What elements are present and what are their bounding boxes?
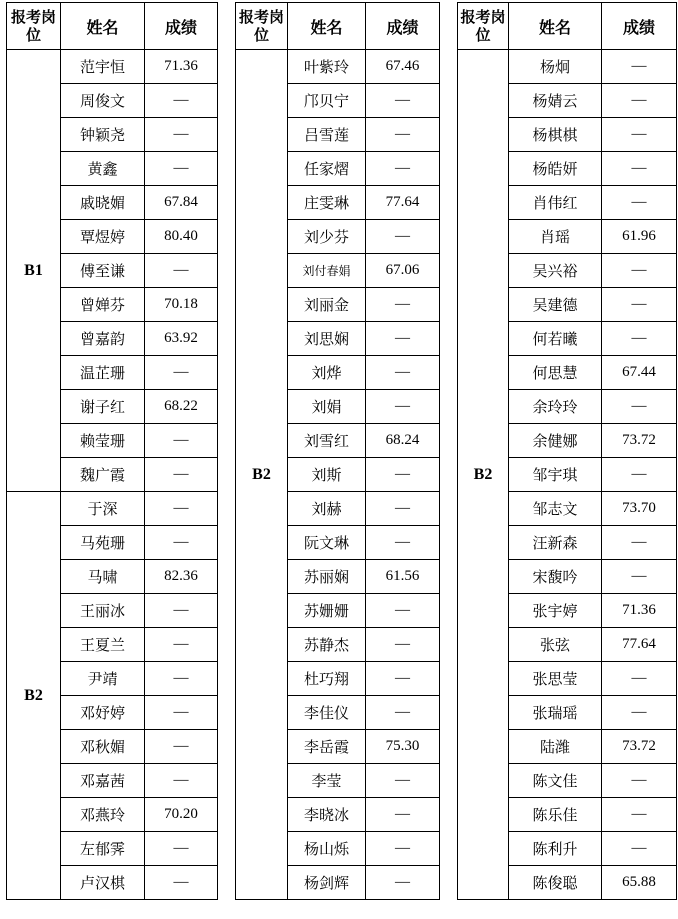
score-cell: — xyxy=(602,186,677,220)
score-table-2 xyxy=(235,2,440,900)
score-cell: — xyxy=(366,458,440,492)
header-score: 成绩 xyxy=(602,3,677,50)
score-cell: 67.46 xyxy=(366,50,440,84)
name-cell: 刘少芬 xyxy=(288,220,366,254)
score-cell: — xyxy=(366,118,440,152)
name-cell: 王丽冰 xyxy=(61,594,145,628)
name-cell: 肖瑶 xyxy=(509,220,602,254)
name-cell: 余健娜 xyxy=(509,424,602,458)
name-cell: 杨山烁 xyxy=(288,832,366,866)
score-cell: 71.36 xyxy=(145,50,218,84)
name-cell: 苏姗姗 xyxy=(288,594,366,628)
score-cell: 70.20 xyxy=(145,798,218,832)
score-cell: — xyxy=(366,594,440,628)
name-cell: 苏静杰 xyxy=(288,628,366,662)
score-cell: — xyxy=(366,390,440,424)
score-cell: — xyxy=(366,152,440,186)
name-cell: 赖莹珊 xyxy=(61,424,145,458)
score-cell: — xyxy=(602,50,677,84)
name-cell: 张宇婷 xyxy=(509,594,602,628)
score-cell: 67.44 xyxy=(602,356,677,390)
score-cell: — xyxy=(366,356,440,390)
score-cell: — xyxy=(602,390,677,424)
name-cell: 刘丽金 xyxy=(288,288,366,322)
name-cell: 宋馥吟 xyxy=(509,560,602,594)
score-cell: — xyxy=(366,492,440,526)
score-cell: — xyxy=(145,628,218,662)
name-cell: 钟颖尧 xyxy=(61,118,145,152)
score-cell: 68.22 xyxy=(145,390,218,424)
name-cell: 刘赫 xyxy=(288,492,366,526)
score-cell: 73.72 xyxy=(602,424,677,458)
name-cell: 李莹 xyxy=(288,764,366,798)
score-cell: 67.84 xyxy=(145,186,218,220)
name-cell: 邓嘉茜 xyxy=(61,764,145,798)
score-cell: — xyxy=(145,764,218,798)
score-cell: 63.92 xyxy=(145,322,218,356)
post-group-cell: B2 xyxy=(236,50,288,900)
score-cell: 75.30 xyxy=(366,730,440,764)
score-cell: — xyxy=(366,322,440,356)
header-name: 姓名 xyxy=(288,3,366,50)
name-cell: 邓燕玲 xyxy=(61,798,145,832)
name-cell: 余玲玲 xyxy=(509,390,602,424)
name-cell: 任家熠 xyxy=(288,152,366,186)
name-cell: 温芷珊 xyxy=(61,356,145,390)
name-cell: 陆潍 xyxy=(509,730,602,764)
name-cell: 魏广霞 xyxy=(61,458,145,492)
name-cell: 黄鑫 xyxy=(61,152,145,186)
score-cell: 61.96 xyxy=(602,220,677,254)
score-cell: 65.88 xyxy=(602,866,677,900)
name-cell: 陈俊聪 xyxy=(509,866,602,900)
score-cell: — xyxy=(366,220,440,254)
score-cell: — xyxy=(145,458,218,492)
score-cell: — xyxy=(366,84,440,118)
name-cell: 于深 xyxy=(61,492,145,526)
header-row xyxy=(236,3,440,50)
score-cell: — xyxy=(145,424,218,458)
table-row xyxy=(7,492,218,526)
score-cell: — xyxy=(602,560,677,594)
name-cell: 杨剑辉 xyxy=(288,866,366,900)
header-score: 成绩 xyxy=(366,3,440,50)
name-cell: 杨棋棋 xyxy=(509,118,602,152)
post-group-cell: B1 xyxy=(7,50,61,492)
score-cell: — xyxy=(366,628,440,662)
score-cell: — xyxy=(602,832,677,866)
score-cell: 73.70 xyxy=(602,492,677,526)
header-row xyxy=(458,3,677,50)
post-group-cell: B2 xyxy=(7,492,61,900)
name-cell: 吕雪莲 xyxy=(288,118,366,152)
table-row xyxy=(236,50,440,84)
score-cell: — xyxy=(602,254,677,288)
score-cell: — xyxy=(602,288,677,322)
name-cell: 杨皓妍 xyxy=(509,152,602,186)
score-cell: — xyxy=(145,696,218,730)
table-row xyxy=(458,50,677,84)
name-cell: 张思莹 xyxy=(509,662,602,696)
score-cell: — xyxy=(145,84,218,118)
score-cell: 71.36 xyxy=(602,594,677,628)
header-name: 姓名 xyxy=(61,3,145,50)
score-cell: — xyxy=(145,730,218,764)
score-cell: — xyxy=(145,866,218,900)
score-cell: — xyxy=(145,662,218,696)
score-cell: 80.40 xyxy=(145,220,218,254)
name-cell: 马苑珊 xyxy=(61,526,145,560)
score-cell: — xyxy=(366,832,440,866)
name-cell: 周俊文 xyxy=(61,84,145,118)
score-cell: — xyxy=(366,798,440,832)
name-cell: 曾婵芬 xyxy=(61,288,145,322)
name-cell: 刘斯 xyxy=(288,458,366,492)
name-cell: 左郁霁 xyxy=(61,832,145,866)
header-score: 成绩 xyxy=(145,3,218,50)
table-row xyxy=(7,50,218,84)
score-cell: — xyxy=(145,118,218,152)
name-cell: 杨炯 xyxy=(509,50,602,84)
score-cell: — xyxy=(602,696,677,730)
score-cell: — xyxy=(145,356,218,390)
name-cell: 杨婧云 xyxy=(509,84,602,118)
name-cell: 阮文琳 xyxy=(288,526,366,560)
name-cell: 汪新森 xyxy=(509,526,602,560)
score-table-3 xyxy=(457,2,677,900)
name-cell: 张弦 xyxy=(509,628,602,662)
name-cell: 刘娟 xyxy=(288,390,366,424)
score-cell: — xyxy=(602,764,677,798)
header-row xyxy=(7,3,218,50)
score-cell: — xyxy=(366,526,440,560)
score-cell: 82.36 xyxy=(145,560,218,594)
score-cell: — xyxy=(366,288,440,322)
name-cell: 杜巧翔 xyxy=(288,662,366,696)
name-cell: 陈文佳 xyxy=(509,764,602,798)
name-cell: 肖伟红 xyxy=(509,186,602,220)
name-cell: 马啸 xyxy=(61,560,145,594)
header-post: 报考岗位 xyxy=(7,3,61,50)
post-group-cell: B2 xyxy=(458,50,509,900)
score-cell: — xyxy=(602,84,677,118)
score-cell: — xyxy=(602,152,677,186)
score-cell: — xyxy=(145,254,218,288)
name-cell: 覃煜婷 xyxy=(61,220,145,254)
name-cell: 叶紫玲 xyxy=(288,50,366,84)
header-post: 报考岗位 xyxy=(236,3,288,50)
score-cell: 61.56 xyxy=(366,560,440,594)
header-name: 姓名 xyxy=(509,3,602,50)
name-cell: 刘雪红 xyxy=(288,424,366,458)
name-cell: 刘烨 xyxy=(288,356,366,390)
name-cell: 张瑞瑶 xyxy=(509,696,602,730)
score-cell: — xyxy=(145,152,218,186)
score-cell: 68.24 xyxy=(366,424,440,458)
score-cell: — xyxy=(602,458,677,492)
name-cell: 苏丽娴 xyxy=(288,560,366,594)
score-cell: — xyxy=(602,798,677,832)
name-cell: 邝贝宁 xyxy=(288,84,366,118)
score-cell: — xyxy=(602,118,677,152)
name-cell: 尹靖 xyxy=(61,662,145,696)
score-cell: 77.64 xyxy=(366,186,440,220)
name-cell: 邓秋媚 xyxy=(61,730,145,764)
name-cell: 李佳仪 xyxy=(288,696,366,730)
score-cell: — xyxy=(366,662,440,696)
score-cell: — xyxy=(366,764,440,798)
name-cell: 何思慧 xyxy=(509,356,602,390)
score-cell: — xyxy=(602,662,677,696)
name-cell: 邓妤婷 xyxy=(61,696,145,730)
score-cell: 70.18 xyxy=(145,288,218,322)
name-cell: 刘付春娟 xyxy=(288,254,366,288)
name-cell: 刘思娴 xyxy=(288,322,366,356)
name-cell: 卢汉棋 xyxy=(61,866,145,900)
name-cell: 陈乐佳 xyxy=(509,798,602,832)
score-cell: 67.06 xyxy=(366,254,440,288)
name-cell: 傅至谦 xyxy=(61,254,145,288)
name-cell: 李岳霞 xyxy=(288,730,366,764)
name-cell: 邹宇琪 xyxy=(509,458,602,492)
score-cell: — xyxy=(366,866,440,900)
name-cell: 吴建德 xyxy=(509,288,602,322)
score-cell: — xyxy=(145,492,218,526)
name-cell: 戚晓媚 xyxy=(61,186,145,220)
name-cell: 谢子红 xyxy=(61,390,145,424)
score-cell: — xyxy=(602,526,677,560)
score-cell: 77.64 xyxy=(602,628,677,662)
score-cell: — xyxy=(366,696,440,730)
score-cell: 73.72 xyxy=(602,730,677,764)
name-cell: 邹志文 xyxy=(509,492,602,526)
name-cell: 何若曦 xyxy=(509,322,602,356)
name-cell: 庄雯琳 xyxy=(288,186,366,220)
name-cell: 陈利升 xyxy=(509,832,602,866)
score-cell: — xyxy=(145,832,218,866)
header-post: 报考岗位 xyxy=(458,3,509,50)
score-cell: — xyxy=(602,322,677,356)
name-cell: 吴兴裕 xyxy=(509,254,602,288)
name-cell: 曾嘉韵 xyxy=(61,322,145,356)
name-cell: 王夏兰 xyxy=(61,628,145,662)
score-cell: — xyxy=(145,526,218,560)
score-cell: — xyxy=(145,594,218,628)
name-cell: 李晓冰 xyxy=(288,798,366,832)
name-cell: 范宇恒 xyxy=(61,50,145,84)
score-table-1 xyxy=(6,2,218,900)
